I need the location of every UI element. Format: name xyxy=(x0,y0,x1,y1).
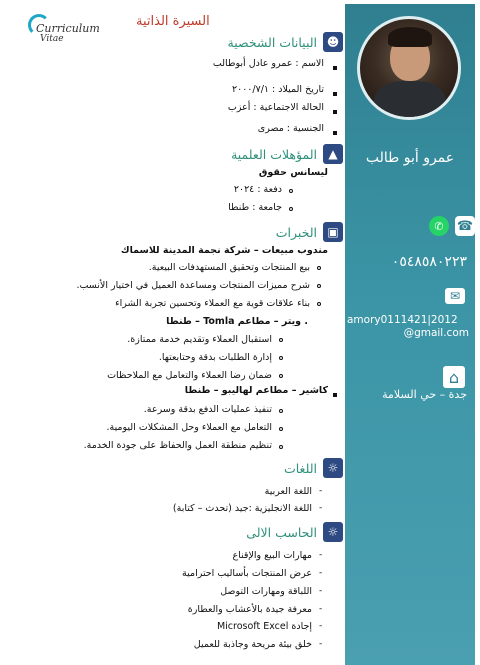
personal-birth: تاريخ الميلاد : ٢٠٠٠/٧/١ xyxy=(232,84,324,95)
bullet-circle xyxy=(317,302,321,306)
section-header-experience xyxy=(276,222,343,242)
whatsapp-icon: ✆ xyxy=(429,216,449,236)
lightbulb-icon: ☼ xyxy=(323,522,343,542)
job-duty: تنظيم منطقة العمل والحفاظ على جودة الخدمة. xyxy=(83,440,272,451)
education-university: جامعة : طنطا xyxy=(228,202,282,213)
language-item: اللغة الانجليزية :جيد (تحدث – كتابة) xyxy=(172,503,312,514)
profile-photo xyxy=(357,16,461,120)
bullet-circle xyxy=(289,189,293,193)
personal-name: الاسم : عمرو عادل أبوطالب xyxy=(212,58,324,69)
job-duty: تنفيذ عمليات الدفع بدقة وسرعة. xyxy=(143,404,272,415)
bullet-circle xyxy=(317,284,321,288)
section-header-computer xyxy=(246,522,343,542)
email-line2: @gmail.com xyxy=(403,327,469,339)
job-duty: بيع المنتجات وتحقيق المستهدفات البيعية. xyxy=(148,262,310,273)
phone-number: ٠٥٤٨٥٨٠٢٢٣ xyxy=(391,254,467,270)
logo-line2: Vitae xyxy=(40,34,64,44)
section-title-personal: البيانات الشخصية xyxy=(227,34,317,50)
bullet-circle xyxy=(317,266,321,270)
section-title-experience: الخبرات xyxy=(275,224,317,240)
envelope-icon: ✉ xyxy=(445,288,465,304)
document-title: السيرة الذاتية xyxy=(136,14,210,29)
phone-icon: ☎ xyxy=(455,216,475,236)
language-item: اللغة العربية xyxy=(264,486,312,497)
dash-marker: - xyxy=(319,550,323,560)
lightbulb-icon: ☼ xyxy=(323,458,343,478)
job-duty: شرح مميزات المنتجات ومساعدة العميل في اختيار الأنسب. xyxy=(76,280,310,291)
skill-item: خلق بيئة مريحة وجاذبة للعميل xyxy=(193,639,312,650)
dash-marker: - xyxy=(319,503,323,513)
section-header-personal xyxy=(228,32,343,52)
job-duty: استقبال العملاء وتقديم خدمة ممتازة. xyxy=(127,334,272,345)
person-icon: ☻ xyxy=(323,32,343,52)
bullet-circle xyxy=(279,409,283,413)
education-class: دفعة : ٢٠٢٤ xyxy=(233,184,282,195)
section-title-computer: الحاسب الالى xyxy=(246,524,317,540)
bullet-square xyxy=(333,131,337,135)
section-header-education xyxy=(231,144,343,164)
job-duty: ضمان رضا العملاء والتعامل مع الملاحظات xyxy=(107,370,272,381)
dash-marker: - xyxy=(319,639,323,649)
address: جدة – حي السلامة xyxy=(382,388,467,401)
home-icon: ⌂ xyxy=(443,366,465,388)
logo-line1: Curriculum xyxy=(36,22,100,35)
job-title: كاشير – مطاعم لهاليبو – طنطا xyxy=(184,385,328,396)
section-header-languages xyxy=(284,458,343,478)
bullet-circle xyxy=(279,427,283,431)
job-duty: إدارة الطلبات بدقة وحتابعتها. xyxy=(158,352,272,363)
dash-marker: - xyxy=(319,604,323,614)
job-title: . ويتر – مطاعم Tomla – طنطا xyxy=(166,316,308,327)
email-address xyxy=(347,314,473,340)
skill-item: معرفة جيدة بالأعشاب والعطارة xyxy=(187,604,312,615)
section-title-education: المؤهلات العلمية xyxy=(231,146,317,162)
dash-marker: - xyxy=(319,486,323,496)
bullet-square xyxy=(333,66,337,70)
email-line1: amory0111421|2012 xyxy=(347,314,458,326)
skill-item: مهارات البيع والإقناع xyxy=(232,550,312,561)
skill-item: اللباقة ومهارات التوصل xyxy=(220,586,312,597)
bullet-circle xyxy=(279,356,283,360)
contact-sidebar xyxy=(345,4,475,665)
bullet-square xyxy=(333,110,337,114)
dash-marker: - xyxy=(319,586,323,596)
bullet-circle xyxy=(279,445,283,449)
bullet-circle xyxy=(279,374,283,378)
personal-nationality: الجنسية : مصرى xyxy=(257,123,324,134)
job-duty: بناء علاقات قوية مع العملاء وتحسين تجربة الشراء xyxy=(115,298,310,309)
bullet-circle xyxy=(279,338,283,342)
education-degree: ليسانس حقوق xyxy=(258,167,328,178)
curriculum-vitae-logo xyxy=(28,14,108,48)
job-title: مندوب مبيعات – شركة نجمة المدينة للاسماك xyxy=(120,245,328,256)
skill-item: إجادة Microsoft Excel xyxy=(216,621,312,632)
personal-marital: الحالة الاجتماعية : أعزب xyxy=(227,102,324,113)
sidebar-name: عمرو أبو طالب xyxy=(365,150,455,166)
bullet-square xyxy=(333,393,337,397)
bullet-square xyxy=(333,92,337,96)
job-duty: التعامل مع العملاء وحل المشكلات اليومية. xyxy=(106,422,272,433)
dash-marker: - xyxy=(319,568,323,578)
graduation-cap-icon: ▲ xyxy=(323,144,343,164)
dash-marker: - xyxy=(319,621,323,631)
skill-item: عرض المنتجات بأساليب احترامية xyxy=(182,568,312,579)
section-title-languages: اللغات xyxy=(283,460,317,476)
briefcase-icon: ▣ xyxy=(323,222,343,242)
bullet-circle xyxy=(289,207,293,211)
